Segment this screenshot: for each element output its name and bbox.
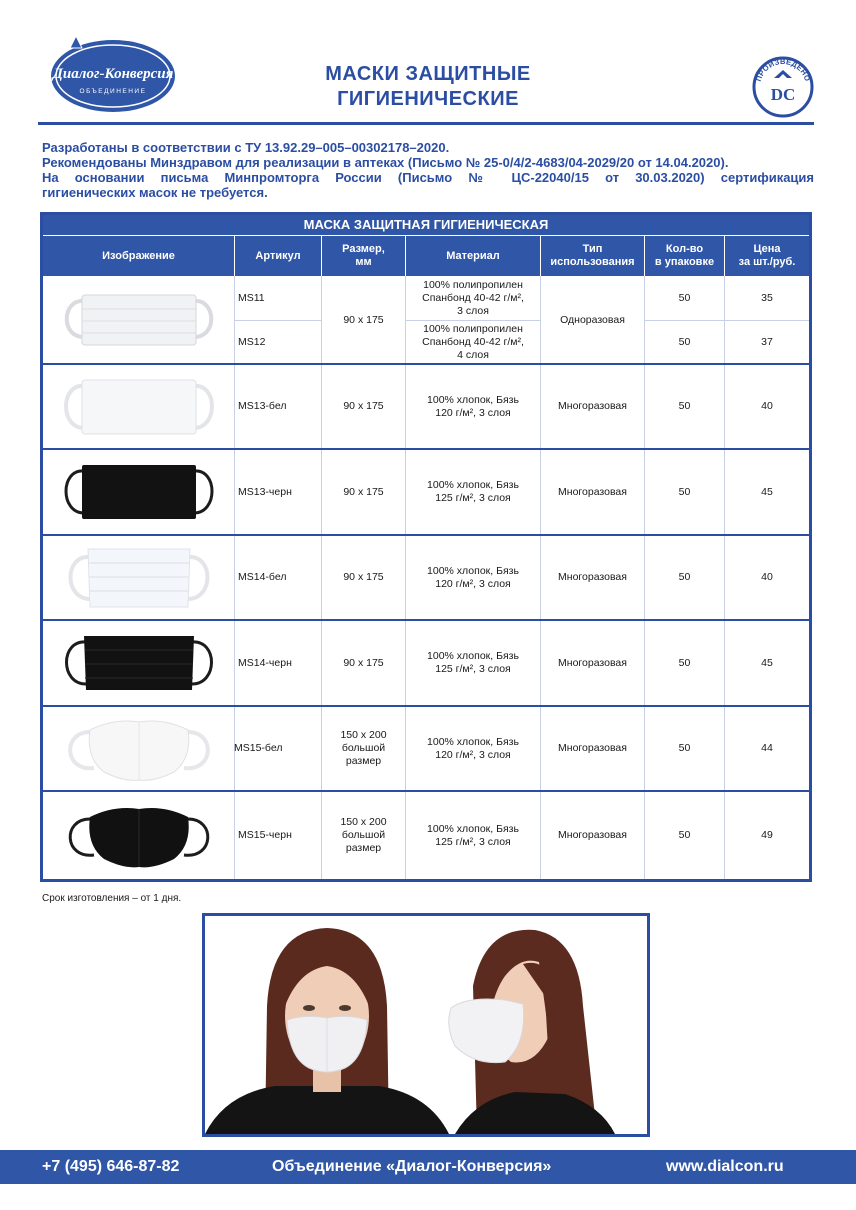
qty-ms14-black: 50	[678, 656, 691, 669]
size-ms15-white: 150 х 200 большой размер	[340, 729, 387, 767]
usage-type-ms13-white: Многоразовая	[558, 400, 627, 412]
product-image-ms13-black	[43, 450, 234, 534]
size-ms14-white: 90 х 175	[343, 571, 384, 583]
usage-type-ms14-black: Многоразовая	[558, 656, 627, 669]
article-ms11: MS11	[238, 292, 265, 304]
company-logo	[48, 30, 178, 116]
article-ms12: MS12	[238, 335, 266, 348]
size-ms15-black: 150 х 200 большой размер	[340, 816, 387, 854]
table-title: МАСКА ЗАЩИТНАЯ ГИГИЕНИЧЕСКАЯ	[43, 215, 809, 235]
header-size: Размер, мм	[321, 236, 405, 276]
price-ms15-white: 44	[761, 742, 773, 754]
product-image-ms15-black	[43, 792, 234, 879]
product-image-ms11-ms12	[43, 277, 234, 363]
model-photo	[202, 913, 650, 1137]
product-image-ms13-white	[43, 365, 234, 448]
material-ms15-black: 100% хлопок, Бязь 125 г/м², 3 слоя	[427, 822, 519, 848]
material-ms13-black: 100% хлопок, Бязь 125 г/м², 3 слоя	[427, 479, 519, 504]
qty-ms14-white: 50	[678, 571, 691, 583]
price-ms13-black: 45	[761, 485, 773, 498]
intro-line-4: гигиенических масок не требуется.	[42, 185, 268, 200]
price-ms14-white: 40	[761, 571, 773, 583]
production-time-note: Срок изготовления – от 1 дня.	[42, 893, 182, 904]
article-ms15-white: MS15-бел	[234, 742, 283, 754]
material-ms14-white: 100% хлопок, Бязь 120 г/м², 3 слоя	[427, 564, 519, 590]
usage-type-ms14-white: Многоразовая	[558, 571, 627, 583]
intro-text	[42, 140, 814, 200]
intro-line-1: Разработаны в соответствии с ТУ 13.92.29–005–00302178–2020.	[42, 140, 450, 155]
product-image-ms14-white	[43, 536, 234, 619]
page-title	[220, 62, 636, 112]
size-ms11-ms12: 90 х 175	[343, 313, 384, 326]
qty-ms13-black: 50	[678, 485, 691, 498]
size-ms13-white: 90 х 175	[343, 400, 384, 412]
price-ms14-black: 45	[761, 656, 773, 669]
material-ms14-black: 100% хлопок, Бязь 125 г/м², 3 слоя	[427, 650, 519, 675]
qty-ms11: 50	[678, 292, 691, 304]
material-ms15-white: 100% хлопок, Бязь 120 г/м², 3 слоя	[427, 735, 519, 761]
usage-type-ms13-black: Многоразовая	[558, 485, 627, 498]
header-usage-type: Тип использования	[540, 236, 644, 276]
header-quantity: Кол-во в упаковке	[644, 236, 724, 276]
article-ms13-white: MS13-бел	[238, 400, 287, 412]
title-line-1: МАСКИ ЗАЩИТНЫЕ	[325, 63, 531, 85]
price-ms11: 35	[761, 292, 773, 304]
product-image-ms15-white	[43, 707, 234, 790]
material-ms11: 100% полипропилен Спанбонд 40-42 г/м², 3 слоя	[422, 279, 524, 317]
company-name: Объединение «Диалог-Конверсия»	[272, 1158, 552, 1175]
material-ms13-white: 100% хлопок, Бязь 120 г/м², 3 слоя	[427, 393, 519, 419]
article-ms15-black: MS15-черн	[238, 829, 292, 841]
logo-text: Диалог-Конверсия	[52, 66, 174, 82]
badge-arc-text: ПРОИЗВЕДЕНО	[753, 56, 813, 83]
title-line-2: ГИГИЕНИЧЕСКИЕ	[337, 88, 519, 110]
usage-type-ms15-white: Многоразовая	[558, 742, 627, 754]
article-ms14-white: MS14-бел	[238, 571, 287, 583]
price-ms12: 37	[761, 335, 773, 348]
price-ms15-black: 49	[761, 829, 773, 841]
logo-subtext: ОБЪЕДИНЕНИЕ	[79, 88, 147, 95]
intro-line-2: Рекомендованы Минздравом для реализации в аптеках (Письмо № 25-0/4/2-4683/04-2029/20 от 14.04.2020).	[42, 155, 729, 170]
produced-badge-logo	[752, 56, 814, 118]
header-divider	[38, 122, 814, 125]
price-ms13-white: 40	[761, 400, 773, 412]
article-ms13-black: MS13-черн	[238, 485, 292, 498]
intro-line-3: На основании письма Минпромторга России (Письмо № ЦС-22040/15 от 30.03.2020) сертификация	[42, 170, 814, 185]
header-article: Артикул	[234, 236, 321, 276]
material-ms12: 100% полипропилен Спанбонд 40-42 г/м², 4 слоя	[422, 322, 524, 361]
size-ms14-black: 90 х 175	[343, 656, 384, 669]
header-image: Изображение	[43, 236, 234, 276]
qty-ms15-black: 50	[678, 829, 691, 841]
qty-ms12: 50	[678, 335, 691, 348]
website-link[interactable]: www.dialcon.ru	[666, 1158, 784, 1175]
contact-footer	[0, 1150, 856, 1184]
qty-ms15-white: 50	[678, 742, 691, 754]
usage-type-ms11-ms12: Одноразовая	[560, 313, 625, 326]
article-ms14-black: MS14-черн	[238, 656, 292, 669]
product-image-ms14-black	[43, 621, 234, 705]
qty-ms13-white: 50	[678, 400, 691, 412]
header-material: Материал	[405, 236, 540, 276]
phone-number[interactable]: +7 (495) 646-87-82	[42, 1158, 180, 1175]
badge-mark: DC	[770, 85, 796, 104]
header-price: Цена за шт./руб.	[724, 236, 809, 276]
size-ms13-black: 90 х 175	[343, 485, 384, 498]
usage-type-ms15-black: Многоразовая	[558, 829, 627, 841]
